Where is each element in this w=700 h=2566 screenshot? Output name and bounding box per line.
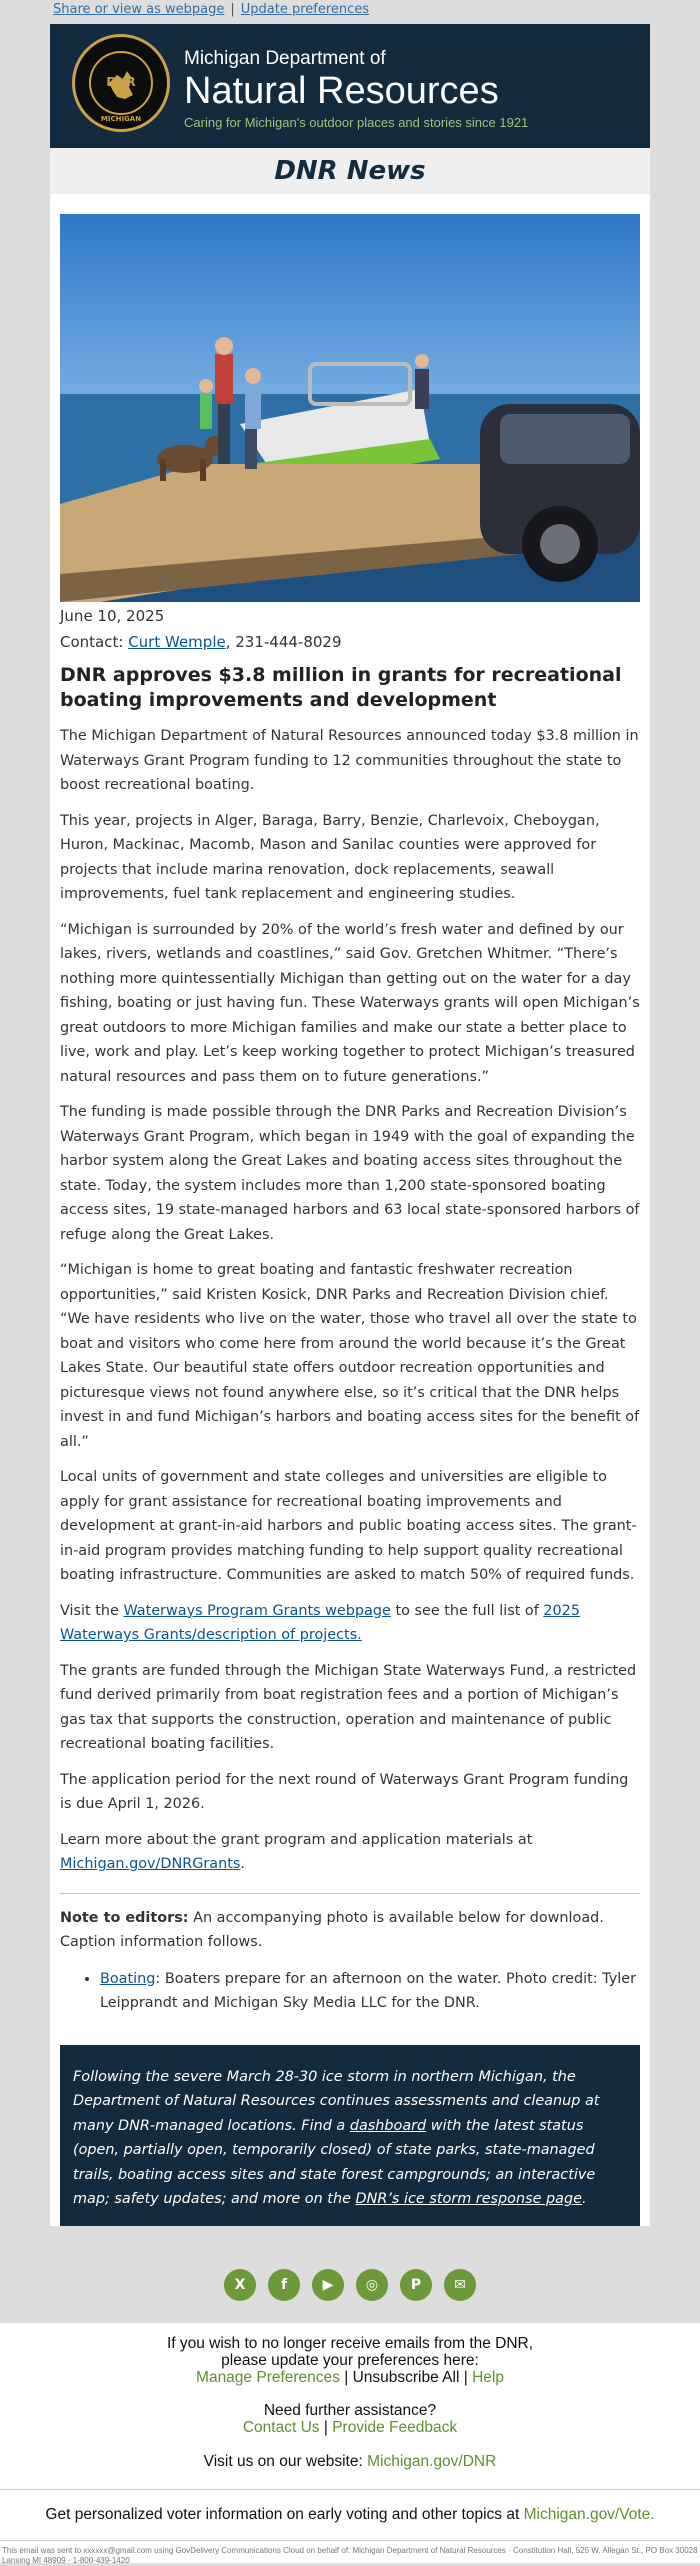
contact-phone: , 231-444-8029 bbox=[225, 633, 342, 651]
article-content bbox=[50, 194, 650, 2226]
need-assistance-text: Need further assistance? bbox=[263, 2402, 437, 2419]
paragraph-10 bbox=[60, 1828, 640, 1877]
email-icon[interactable]: ✉ bbox=[444, 2269, 476, 2301]
x-twitter-icon[interactable]: X bbox=[224, 2269, 256, 2301]
dnr-seal-logo bbox=[72, 34, 170, 132]
fine-print: This email was sent to xxxxxx@gmail.com using GovDelivery Communications Cloud on behalf of: Michigan Department of Natural Resources · Constitution Hall, 525 W. Allegan St., PO Box 30028 Lansing MI 48909 · 1-800-439-1420 bbox=[2, 2546, 698, 2565]
footer bbox=[0, 2323, 700, 2563]
ice-storm-page-link[interactable]: DNR’s ice storm response page bbox=[355, 2191, 582, 2207]
assistance-links bbox=[0, 2419, 700, 2436]
boating-photo-link[interactable]: Boating bbox=[100, 1970, 156, 1987]
ice-storm-alert bbox=[60, 2045, 640, 2226]
p10-post-text: . bbox=[240, 1856, 245, 1872]
paragraph-3: “Michigan is surrounded by 20% of the world’s fresh water and defined by our lakes, rivers, wetlands and coastlines,” said Gov. Gretchen Whitmer. “There’s nothing more quintessentially Michigan than getting out on the water for a day fishing, boating or just having fun. These Waterways grants will open Michigan’s great outdoors to more Michigan families and make our state a better place to live, work and play. Let’s keep working together to protect Michigan’s treasured natural resources and pass them on to future generations.” bbox=[60, 921, 640, 1085]
article-date: June 10, 2025 bbox=[60, 607, 165, 625]
p7-pre-text: Visit the bbox=[60, 1602, 124, 1619]
youtube-icon[interactable]: ▶ bbox=[312, 2269, 344, 2301]
seal-dnr-text: DNR bbox=[106, 75, 136, 89]
list-item bbox=[100, 1967, 640, 2016]
vote-link[interactable]: Michigan.gov/Vote. bbox=[523, 2506, 655, 2523]
dept-line: Michigan Department of bbox=[184, 48, 386, 69]
paragraph-8: The grants are funded through the Michigan State Waterways Fund, a restricted fund derived primarily from boat registration fees and a portion of Michigan’s gas tax that supports the construction, operation and maintenance of public recreational boating facilities. bbox=[60, 1662, 637, 1752]
pref-separator-1: | bbox=[344, 2369, 349, 2386]
paragraph-2: This year, projects in Alger, Baraga, Barry, Benzie, Charlevoix, Cheboygan, Huron, Mackinac, Macomb, Mason and Sanilac counties were approved for projects that include marina renovation, dock replacements, seawall improvements, fuel tank replacement and engineering studies. bbox=[60, 812, 600, 902]
p10-pre-text: Learn more about the grant program and application materials at bbox=[60, 1831, 533, 1848]
email-container bbox=[50, 24, 650, 2226]
article-headline: DNR approves $3.8 million in grants for recreational boating improvements and development bbox=[60, 664, 622, 711]
dashboard-link[interactable]: dashboard bbox=[349, 2117, 427, 2134]
dnr-header bbox=[50, 24, 650, 148]
seal-state-text: MICHIGAN bbox=[100, 115, 142, 123]
note-paragraph bbox=[60, 1906, 640, 1955]
note-label: Note to editors: bbox=[60, 1909, 189, 1926]
instagram-icon[interactable]: ◎ bbox=[356, 2269, 388, 2301]
alert-mid-text: with the latest status (open, partially open, temporarily closed) of state parks, state-managed trails, boating access sites and state forest campgrounds; an interactive map; safety updates; and more on the bbox=[73, 2117, 596, 2207]
footer-line-1: If you wish to no longer receive emails from the DNR, bbox=[166, 2335, 534, 2352]
footer-line-2: please update your preferences here: bbox=[221, 2352, 479, 2369]
alert-pre-text: Following the severe March 28-30 ice storm in northern Michigan, the Department of Natural Resources continues assessments and cleanup at many DNR-managed locations. Find a bbox=[73, 2068, 600, 2134]
footer-divider-2 bbox=[0, 2540, 700, 2541]
boating-photo[interactable] bbox=[60, 214, 640, 602]
update-preferences-link[interactable]: Update preferences bbox=[240, 2, 370, 17]
footer-divider-1 bbox=[0, 2489, 700, 2490]
voter-label: Get personalized voter information on early voting and other topics at bbox=[45, 2506, 520, 2523]
dnr-grants-link[interactable]: Michigan.gov/DNRGrants bbox=[60, 1856, 241, 1872]
contact-name-link[interactable]: Curt Wemple bbox=[128, 633, 226, 651]
unsubscribe-all-link[interactable]: Unsubscribe All bbox=[352, 2369, 460, 2386]
paragraph-1: The Michigan Department of Natural Resources announced today $3.8 million in Waterways Grant Program funding to 12 communities throughout the state to boost recreational boating. bbox=[60, 728, 639, 793]
help-link[interactable]: Help bbox=[472, 2369, 504, 2386]
p7-mid-text: to see the full list of bbox=[390, 1602, 544, 1619]
website-label: Visit us on our website: bbox=[203, 2453, 363, 2470]
topbar-separator: | bbox=[230, 2, 235, 17]
waterways-grants-webpage-link[interactable]: Waterways Program Grants webpage bbox=[123, 1602, 391, 1619]
note-to-editors bbox=[60, 1893, 640, 2016]
grants-description-link[interactable]: 2025 Waterways Grants/description of projects. bbox=[60, 1602, 580, 1643]
assistance-block bbox=[0, 2402, 700, 2436]
contact-label: Contact: bbox=[60, 633, 124, 651]
header-text bbox=[184, 48, 528, 130]
dept-name: Natural Resources bbox=[184, 70, 499, 112]
photo-list bbox=[60, 1967, 640, 2016]
assist-separator: | bbox=[323, 2419, 328, 2436]
manage-preferences-link[interactable]: Manage Preferences bbox=[196, 2369, 340, 2386]
facebook-icon[interactable]: f bbox=[268, 2269, 300, 2301]
website-line bbox=[0, 2453, 700, 2471]
paragraph-9: The application period for the next round of Waterways Grant Program funding is due April 1, 2026. bbox=[60, 1771, 629, 1812]
contact-line bbox=[60, 631, 640, 654]
boating-photo-illustration bbox=[60, 214, 640, 602]
paragraph-5: “Michigan is home to great boating and fantastic freshwater recreation opportunities,” said Kristen Kosick, DNR Parks and Recreation Division chief. “We have residents who live on the water, those who travel all over the state to boat and visitors who come here from around the world because it’s the Great Lakes State. Our beautiful state offers outdoor recreation opportunities and picturesque views not found anywhere else, so it’s critical that the DNR helps invest in and fund Michigan’s harbors and boating access sites for the benefit of all.” bbox=[60, 1262, 640, 1450]
share-webpage-link[interactable]: Share or view as webpage bbox=[53, 2, 225, 17]
note-text: An accompanying photo is available below for download. Caption information follows. bbox=[60, 1909, 604, 1950]
provide-feedback-link[interactable]: Provide Feedback bbox=[332, 2419, 458, 2436]
preference-links bbox=[0, 2369, 700, 2386]
social-icons-row bbox=[0, 2269, 700, 2317]
pref-separator-2: | bbox=[463, 2369, 468, 2386]
header-tagline: Caring for Michigan's outdoor places and stories since 1921 bbox=[184, 115, 529, 130]
voter-line bbox=[0, 2506, 700, 2524]
paragraph-6: Local units of government and state colleges and universities are eligible to apply for grant assistance for recreational boating improvements and development at grant-in-aid harbors and public boating access sites. The grant-in-aid program provides matching funding to help support quality recreational boating infrastructure. Communities are asked to match 50% of required funds. bbox=[60, 1469, 637, 1583]
pinterest-icon[interactable]: P bbox=[400, 2269, 432, 2301]
dnr-website-link[interactable]: Michigan.gov/DNR bbox=[367, 2453, 497, 2470]
contact-us-link[interactable]: Contact Us bbox=[242, 2419, 320, 2436]
top-links-bar bbox=[0, 0, 700, 26]
caption-text: : Boaters prepare for an afternoon on the water. Photo credit: Tyler Leipprandt and Michigan Sky Media LLC for the DNR. bbox=[100, 1970, 637, 2011]
alert-post-text: . bbox=[581, 2191, 587, 2207]
unsubscribe-notice bbox=[0, 2335, 700, 2386]
paragraph-4: The funding is made possible through the DNR Parks and Recreation Division’s Waterways Grant Program, which began in 1949 with the goal of expanding the harbor system along the Great Lakes and boating access sites throughout the state. Today, the system includes more than 1,200 state-sponsored boating access sites, 19 state-managed harbors and 63 local state-sponsored harbors of refuge along the Great Lakes. bbox=[60, 1104, 640, 1243]
paragraph-7 bbox=[60, 1599, 640, 1648]
news-title: DNR News bbox=[50, 148, 650, 194]
